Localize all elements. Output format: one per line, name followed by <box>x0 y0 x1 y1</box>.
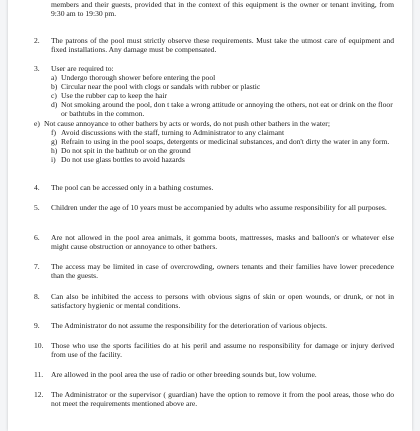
rule-number: 9. <box>34 321 40 330</box>
sub-letter: f) <box>51 128 56 137</box>
sub-letter: e) <box>34 119 40 128</box>
rule-3 <box>34 64 394 164</box>
sub-item-g <box>51 137 394 146</box>
rule-number: 6. <box>34 233 40 242</box>
sub-text: Not smoking around the pool, don t take a wrong attitude or annoying the others, not eat or drink on the floor or bathtubs in the common. <box>61 100 394 118</box>
rule-text: The Administrator do not assume the responsibility for the deterioration of various objects. <box>51 321 394 330</box>
rule-text: User are required to: <box>51 64 394 73</box>
sub-text: Undergo thorough shower before entering the pool <box>61 73 394 82</box>
rule-1 <box>34 0 394 18</box>
sub-text: Avoid discussions with the staff, turning to Administrator to any claimant <box>61 128 394 137</box>
rule-2 <box>34 36 394 54</box>
rule-text: The access may be limited in case of overcrowding, owners tenants and their families have lower precedence than the guests. <box>51 262 394 280</box>
sub-text: Do not use glass bottles to avoid hazards <box>61 155 394 164</box>
sub-item-a <box>51 73 394 82</box>
rule-9 <box>34 321 394 330</box>
sub-list <box>51 73 394 164</box>
sub-text: Not cause annoyance to other bathers by acts or words, do not push other bathers in the water; <box>44 119 394 128</box>
rule-text: The pool can be accessed only in a bathing costumes. <box>51 183 394 192</box>
sub-item-c <box>51 91 394 100</box>
sub-letter: a) <box>51 73 57 82</box>
rule-6 <box>34 233 394 251</box>
sub-letter: h) <box>51 146 57 155</box>
rule-number: 10. <box>34 341 44 350</box>
rule-number: 7. <box>34 262 40 271</box>
rule-number: 11. <box>34 370 43 379</box>
sub-item-d <box>51 100 394 118</box>
rule-number: 2. <box>34 36 40 45</box>
sub-letter: c) <box>51 91 57 100</box>
rule-5 <box>34 203 394 212</box>
sub-letter: d) <box>51 100 57 109</box>
rule-number: 12. <box>34 390 44 399</box>
rule-text: Are not allowed in the pool area animals, it gomma boots, mattresses, masks and balloon's or whatever else might cause obstruction or annoyance to other bathers. <box>51 233 394 251</box>
sub-text: Do not spit in the bathtub or on the ground <box>61 146 394 155</box>
document-page <box>8 0 412 431</box>
rule-number: 3. <box>34 64 40 73</box>
sub-item-i <box>51 155 394 164</box>
rule-number: 8. <box>34 292 40 301</box>
rule-7 <box>34 262 394 280</box>
rule-text: Are allowed in the pool area the use of radio or other breeding sounds but, low volume. <box>51 370 394 379</box>
sub-item-f <box>51 128 394 137</box>
rule-10 <box>34 341 394 359</box>
rule-text: Children under the age of 10 years must be accompanied by adults who assume responsibility for all purposes. <box>51 203 394 212</box>
rule-text: members and their guests, provided that in the context of this equipment is the owner or tenant inviting, from 9:30 am to 19:30 pm. <box>51 0 394 18</box>
rule-number: 5. <box>34 203 40 212</box>
rule-text: Can also be inhibited the access to persons with obvious signs of skin or open wounds, or drunk, or not in satisfactory hygienic or mental conditions. <box>51 292 394 310</box>
rule-11 <box>34 370 394 379</box>
rule-8 <box>34 292 394 310</box>
rule-12 <box>34 390 394 408</box>
sub-item-e <box>34 119 394 128</box>
sub-item-h <box>51 146 394 155</box>
sub-letter: i) <box>51 155 56 164</box>
sub-letter: b) <box>51 82 57 91</box>
sub-item-b <box>51 82 394 91</box>
sub-text: Use the rubber cap to keep the hair <box>61 91 394 100</box>
rule-4 <box>34 183 394 192</box>
sub-text: Circular near the pool with clogs or sandals with rubber or plastic <box>61 82 394 91</box>
rule-text: The Administrator or the supervisor ( guardian) have the option to remove it from the pool areas, those who do not meet the requirements mentioned above are. <box>51 390 394 408</box>
rule-text: Those who use the sports facilities do at his peril and assume no responsibility for damage or injury derived from use of the facility. <box>51 341 394 359</box>
sub-text: Refrain to using in the pool soaps, detergents or medicinal substances, and don't dirty the water in any form. <box>61 137 394 146</box>
rule-text: The patrons of the pool must strictly observe these requirements. Must take the utmost care of equipment and fixed installations. Any damage must be compensated. <box>51 36 394 54</box>
sub-letter: g) <box>51 137 57 146</box>
rule-number: 4. <box>34 183 40 192</box>
